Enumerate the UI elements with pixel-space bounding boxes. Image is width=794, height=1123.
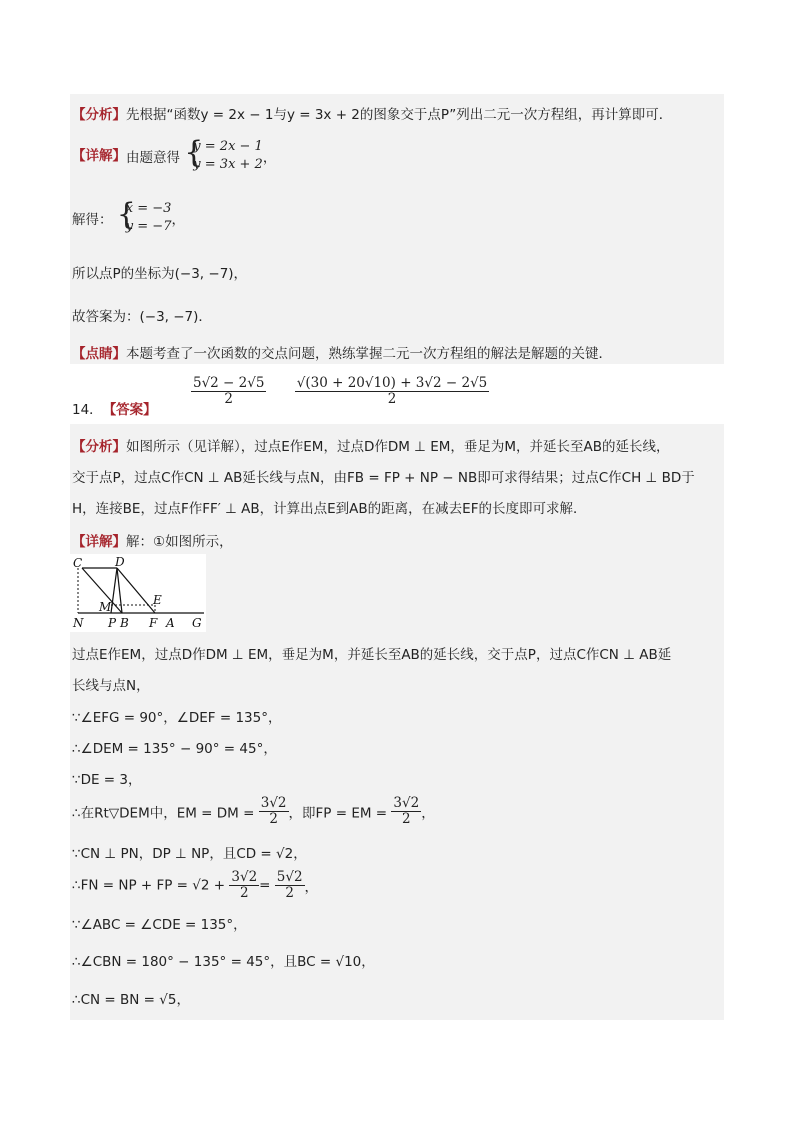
detail-tag: 【详解】	[72, 148, 126, 164]
analysis-14-line-3: H，连接BE，过点F作FF′ ⊥ AB，计算出点E到AB的距离，在减去EF的长度即可求解．	[72, 501, 587, 517]
step-5-frac-1-den: 2	[269, 811, 278, 827]
answer-14	[72, 376, 489, 418]
detail-13: 【详解】由题意得 { y = 2x − 1 y = 3x + 2 ，	[72, 135, 277, 172]
analysis-tag: 【分析】	[72, 107, 126, 123]
step-5-c: ，	[421, 805, 435, 822]
detail-14-text: 解：①如图所示，	[126, 534, 233, 550]
step-7-frac-1	[229, 870, 259, 901]
step-5-frac-1	[259, 796, 289, 827]
step-5-frac-1-num: 3√2	[260, 795, 287, 811]
step-3: ∴∠DEM = 135° − 90° = 45°，	[72, 741, 277, 757]
solve-13: 解得： { x = −3 y = −7 ，	[72, 197, 185, 234]
analysis-13	[72, 103, 672, 123]
analysis-14-text-1: 如图所示（见详解），过点E作EM，过点D作DM ⊥ EM，垂足为M，并延长至AB的延长线，	[126, 439, 670, 455]
step-7-frac-2-num: 5√2	[276, 869, 303, 885]
label-C: C	[73, 556, 83, 570]
label-P: P	[108, 616, 117, 630]
label-N: N	[73, 616, 84, 630]
answer-2	[295, 376, 490, 407]
point-text: 所以点P的坐标为(−3, −7)，	[72, 266, 248, 282]
step-4: ∵DE = 3，	[72, 772, 142, 788]
label-E: E	[153, 593, 162, 607]
step-2: ∵∠EFG = 90°，∠DEF = 135°，	[72, 710, 282, 726]
step-1-line-2: 长线与点N，	[72, 678, 150, 694]
answer-1	[191, 376, 266, 407]
question-number: 14．	[72, 402, 103, 418]
answer-text: 故答案为：(−3, −7)．	[72, 309, 212, 325]
answer-1-numerator: 5√2 − 2√5	[192, 375, 265, 391]
step-5-b: ，即FP = EM =	[288, 805, 388, 822]
step-5-frac-2-den: 2	[402, 811, 411, 827]
step-7-frac-1-den: 2	[239, 885, 249, 901]
comment-13	[72, 342, 612, 362]
label-D: D	[115, 555, 125, 569]
step-7-c: ，	[304, 879, 319, 896]
step-10: ∴CN = BN = √5，	[72, 992, 190, 1008]
geometry-figure	[70, 554, 206, 632]
answer-tag: 【答案】	[102, 402, 157, 418]
comment-text: 本题考查了一次函数的交点问题，熟练掌握二元一次方程组的解法是解题的关键．	[126, 346, 612, 362]
step-1-line-1: 过点E作EM，过点D作DM ⊥ EM，垂足为M，并延长至AB的延长线，交于点P，过点C作CN ⊥ AB延	[72, 647, 672, 663]
step-9: ∴∠CBN = 180° − 135° = 45°，且BC = √10，	[72, 954, 375, 970]
answer-1-denominator: 2	[224, 391, 234, 407]
solution-system: { x = −3 y = −7	[116, 197, 172, 234]
step-5-frac-2-num: 3√2	[393, 795, 420, 811]
system-eq-1: y = 2x − 1	[193, 139, 263, 154]
equation-system: { y = 2x − 1 y = 3x + 2	[184, 135, 263, 172]
solve-eq-2: y = −7	[125, 219, 172, 234]
label-A: A	[166, 616, 175, 630]
step-5-a: ∴在Rt▽DEM中，EM = DM =	[72, 805, 255, 822]
step-7-frac-1-num: 3√2	[231, 869, 258, 885]
detail-14-tag: 【详解】	[72, 534, 126, 550]
comment-tag: 【点睛】	[72, 346, 126, 362]
answer-2-denominator: 2	[387, 391, 397, 407]
step-5-frac-2	[391, 796, 421, 827]
step-7-frac-2	[275, 870, 305, 901]
answer-2-numerator: √(30 + 20√10) + 3√2 − 2√5	[296, 375, 488, 391]
analysis-14-line-2: 交于点P，过点C作CN ⊥ AB延长线与点N，由FB = FP + NP − NB即可求得结果；过点C作CH ⊥ BD于	[72, 470, 695, 486]
detail-14	[72, 530, 233, 550]
step-8: ∵∠ABC = ∠CDE = 135°，	[72, 917, 247, 933]
step-5	[72, 796, 435, 827]
detail-text: 由题意得	[126, 150, 180, 166]
label-G: G	[192, 616, 202, 630]
solve-eq-1: x = −3	[125, 201, 172, 216]
label-B: B	[120, 616, 129, 630]
solve-label: 解得：	[72, 212, 113, 228]
analysis-14-line-1	[72, 435, 670, 455]
step-6: ∵CN ⊥ PN，DP ⊥ NP，且CD = √2，	[72, 846, 307, 862]
analysis-14-tag: 【分析】	[72, 439, 126, 455]
step-7	[72, 870, 318, 901]
system-eq-2: y = 3x + 2	[193, 157, 263, 172]
figure-svg	[70, 554, 206, 632]
step-7-frac-2-den: 2	[285, 885, 294, 901]
step-7-eq: =	[259, 877, 271, 894]
step-7-a: ∴FN = NP + FP = √2 +	[72, 877, 226, 894]
label-F: F	[149, 616, 158, 630]
label-M: M	[99, 600, 112, 614]
analysis-text: 先根据“函数y = 2x − 1与y = 3x + 2的图象交于点P”列出二元一次方程组，再计算即可．	[126, 107, 673, 123]
